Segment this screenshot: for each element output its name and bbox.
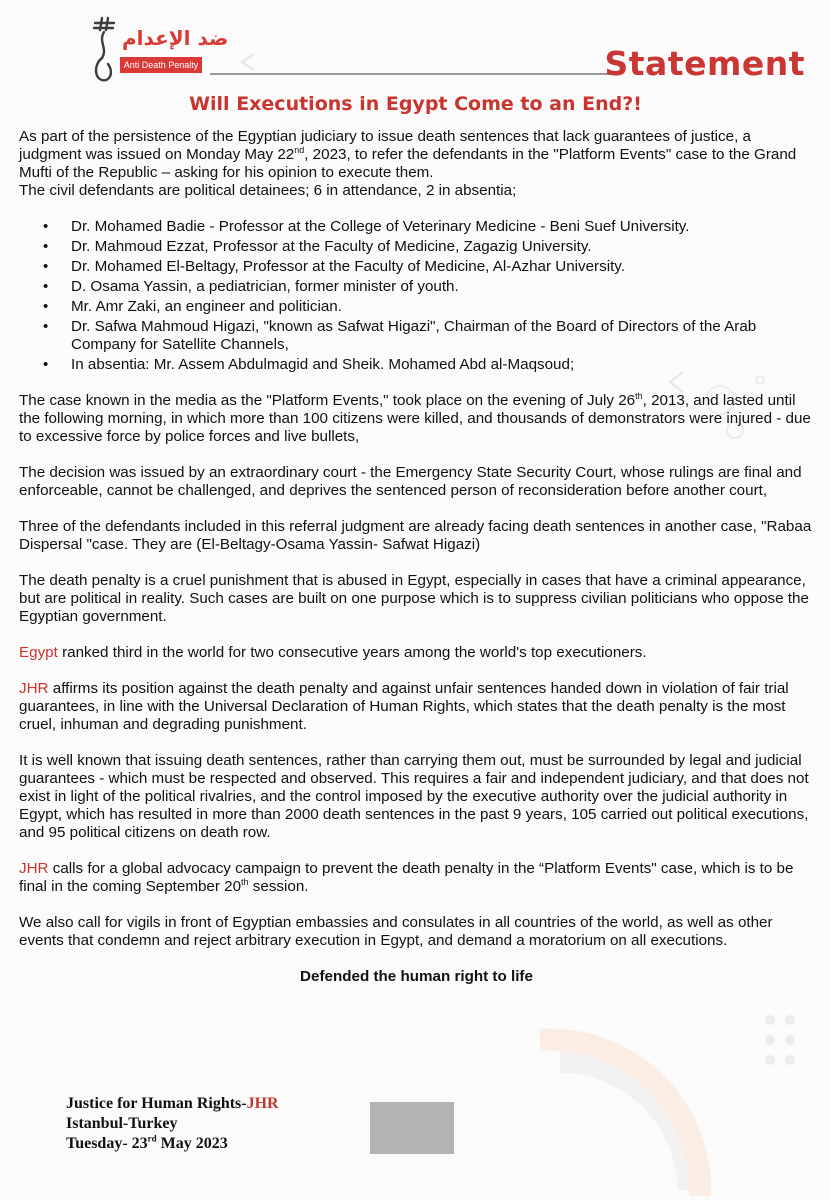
jhr-position-text: affirms its position against the death penalty and against unfair sentences handed down in violation of fair trial guarantees, in line with the Universal Declaration of Human Rights, which states that the death penalty is the most cruel, inhuman and degrading punishment. <box>19 680 789 733</box>
superscript: th <box>241 876 249 887</box>
campaign-text: calls for a global advocacy campaign to prevent the death penalty in the “Platform Events" case, which is to be final in the coming September 20 <box>19 860 794 895</box>
list-item: • D. Osama Yassin, a pediatrician, former minister of youth. <box>19 278 814 296</box>
noose-logo-icon <box>80 14 202 86</box>
date-text: Tuesday- 23 <box>66 1135 148 1152</box>
watermark-arc-icon <box>540 1040 700 1196</box>
statement-label: Statement <box>604 44 805 83</box>
logo-arabic-text: ضد الإعدام <box>122 26 229 50</box>
egypt-text: ranked third in the world for two consecutive years among the world's top executioners. <box>57 644 647 661</box>
intro-paragraph <box>19 128 814 182</box>
campaign-text-cont: session. <box>248 878 309 895</box>
watermark-arc-icon <box>560 1060 690 1190</box>
watermark-dots-icon <box>765 1015 795 1065</box>
cruel-paragraph: The death penalty is a cruel punishment that is abused in Egypt, especially in cases that have a criminal appearance, but are political in reality. Such cases are built on one purpose which is to suppress civilian politicians who oppose the Egyptian government. <box>19 572 809 625</box>
signature-block <box>66 1094 279 1154</box>
header-rule <box>210 73 615 75</box>
defendants-list <box>19 218 814 374</box>
egypt-paragraph <box>19 644 814 662</box>
campaign-paragraph <box>19 860 814 896</box>
case-text-cont: , 2013, and lasted until the following morning, in which more than 100 citizens were killed, and thousands of demonstrators were injured - due to excessive force by police forces and live bullets, <box>19 392 811 445</box>
signature-city: Istanbul-Turkey <box>66 1115 178 1132</box>
intro-text: As part of the persistence of the Egyptian judiciary to issue death sentences that lack guarantees of justice, a judgment was issued on Monday May 22 <box>19 128 751 163</box>
jhr-highlight: JHR <box>19 860 49 877</box>
case-paragraph <box>19 392 814 446</box>
list-item: • Dr. Safwa Mahmoud Higazi, "known as Safwat Higazi", Chairman of the Board of Directors of the Arab Company for Satellite Channels, <box>19 318 814 354</box>
egypt-highlight: Egypt <box>19 644 58 661</box>
superscript: rd <box>147 1133 157 1144</box>
list-item: • Mr. Amr Zaki, an engineer and politician. <box>19 298 814 316</box>
org-name: Justice for Human Rights- <box>66 1095 247 1112</box>
document-body <box>19 128 814 1004</box>
intro-text-cont: , 2023, to refer the defendants in the "Platform Events" case to the Grand Mufti of the Republic – asking for his opinion to execute them. <box>19 146 797 181</box>
decision-paragraph: The decision was issued by an extraordinary court - the Emergency State Security Court, whose rulings are final and enforceable, cannot be challenged, and deprives the sentenced person of reconsideration before another court, <box>19 464 802 499</box>
superscript: th <box>635 390 643 401</box>
logo-english-text: Anti Death Penalty <box>120 57 202 73</box>
list-item: • In absentia: Mr. Assem Abdulmagid and Sheik. Mohamed Abd al-Maqsoud; <box>19 356 814 374</box>
signature-org <box>66 1094 279 1114</box>
jhr-position-paragraph <box>19 680 814 734</box>
signature-date <box>66 1134 279 1154</box>
list-item: • Dr. Mohamed Badie - Professor at the College of Veterinary Medicine - Beni Suef University. <box>19 218 814 236</box>
superscript: nd <box>294 144 305 155</box>
closing-line: Defended the human right to life <box>300 968 533 985</box>
org-abbrev: JHR <box>246 1095 279 1112</box>
defendants-facing-paragraph: Three of the defendants included in this referral judgment are already facing death sentences in another case, "Rabaa Dispersal "case. They are (El-Beltagy-Osama Yassin- Safwat Higazi) <box>19 518 812 553</box>
list-item: • Dr. Mohamed El-Beltagy, Professor at the Faculty of Medicine, Al-Azhar University. <box>19 258 814 276</box>
redacted-stamp <box>370 1102 454 1154</box>
defendants-intro: The civil defendants are political detainees; 6 in attendance, 2 in absentia; <box>19 182 517 199</box>
page-title: Will Executions in Egypt Come to an End?! <box>189 93 642 115</box>
case-text: The case known in the media as the "Platform Events," took place on the evening of July 26 <box>19 392 636 409</box>
vigils-paragraph: We also call for vigils in front of Egyptian embassies and consulates in all countries of the world, as well as other events that condemn and reject arbitrary execution in Egypt, and demand a moratorium on all executions. <box>19 914 773 949</box>
jhr-highlight: JHR <box>19 680 49 697</box>
page-header <box>0 0 831 95</box>
guarantees-paragraph: It is well known that issuing death sentences, rather than carrying them out, must be surrounded by legal and judicial guarantees - which must be respected and observed. This requires a fair and independent judiciary, and that does not exist in light of the political rivalries, and the control imposed by the executive authority over the judicial authority in Egypt, which has resulted in more than 2000 death sentences in the past 9 years, 105 carried out political executions, and 95 political citizens on death row. <box>19 752 809 841</box>
list-item: • Dr. Mahmoud Ezzat, Professor at the Faculty of Medicine, Zagazig University. <box>19 238 814 256</box>
date-text-cont: May 2023 <box>156 1135 228 1152</box>
